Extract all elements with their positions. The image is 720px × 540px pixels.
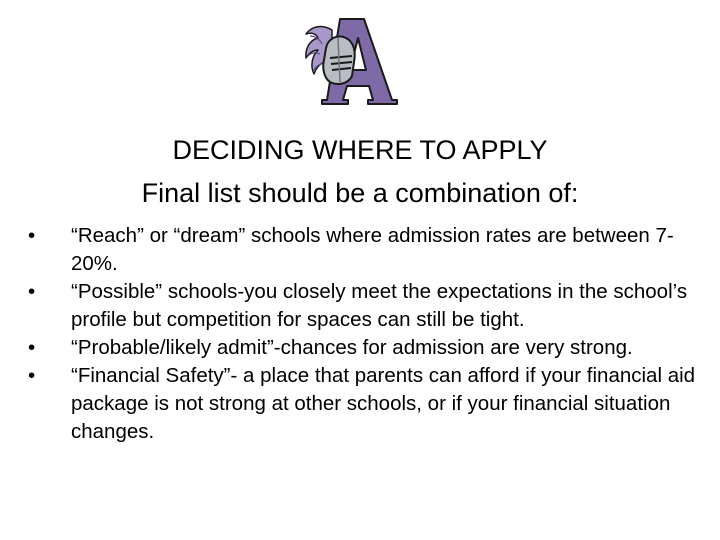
list-item [28, 334, 698, 362]
knight-helmet-letter-a-logo [302, 16, 398, 106]
list-item-text: “Financial Safety”- a place that parents can afford if your financial aid package is not strong at other schools, or if your financial situation changes. [71, 364, 696, 443]
list-item-text: “Reach” or “dream” schools where admission rates are between 7-20%. [71, 224, 674, 275]
page-subtitle: Final list should be a combination of: [141, 178, 579, 208]
bullet-icon: • [28, 336, 36, 359]
list-item-text: “Probable/likely admit”-chances for admission are very strong. [71, 336, 633, 359]
list-item-text: “Possible” schools-you closely meet the expectations in the school’s profile but competition for spaces can still be tight. [71, 280, 688, 331]
bullet-icon: • [28, 280, 36, 303]
bullet-icon: • [28, 364, 36, 387]
bullet-list [28, 222, 698, 446]
list-item [28, 278, 698, 334]
list-item [28, 222, 698, 278]
list-item [28, 362, 698, 446]
page-title: DECIDING WHERE TO APPLY [172, 135, 548, 165]
bullet-icon: • [28, 224, 36, 247]
